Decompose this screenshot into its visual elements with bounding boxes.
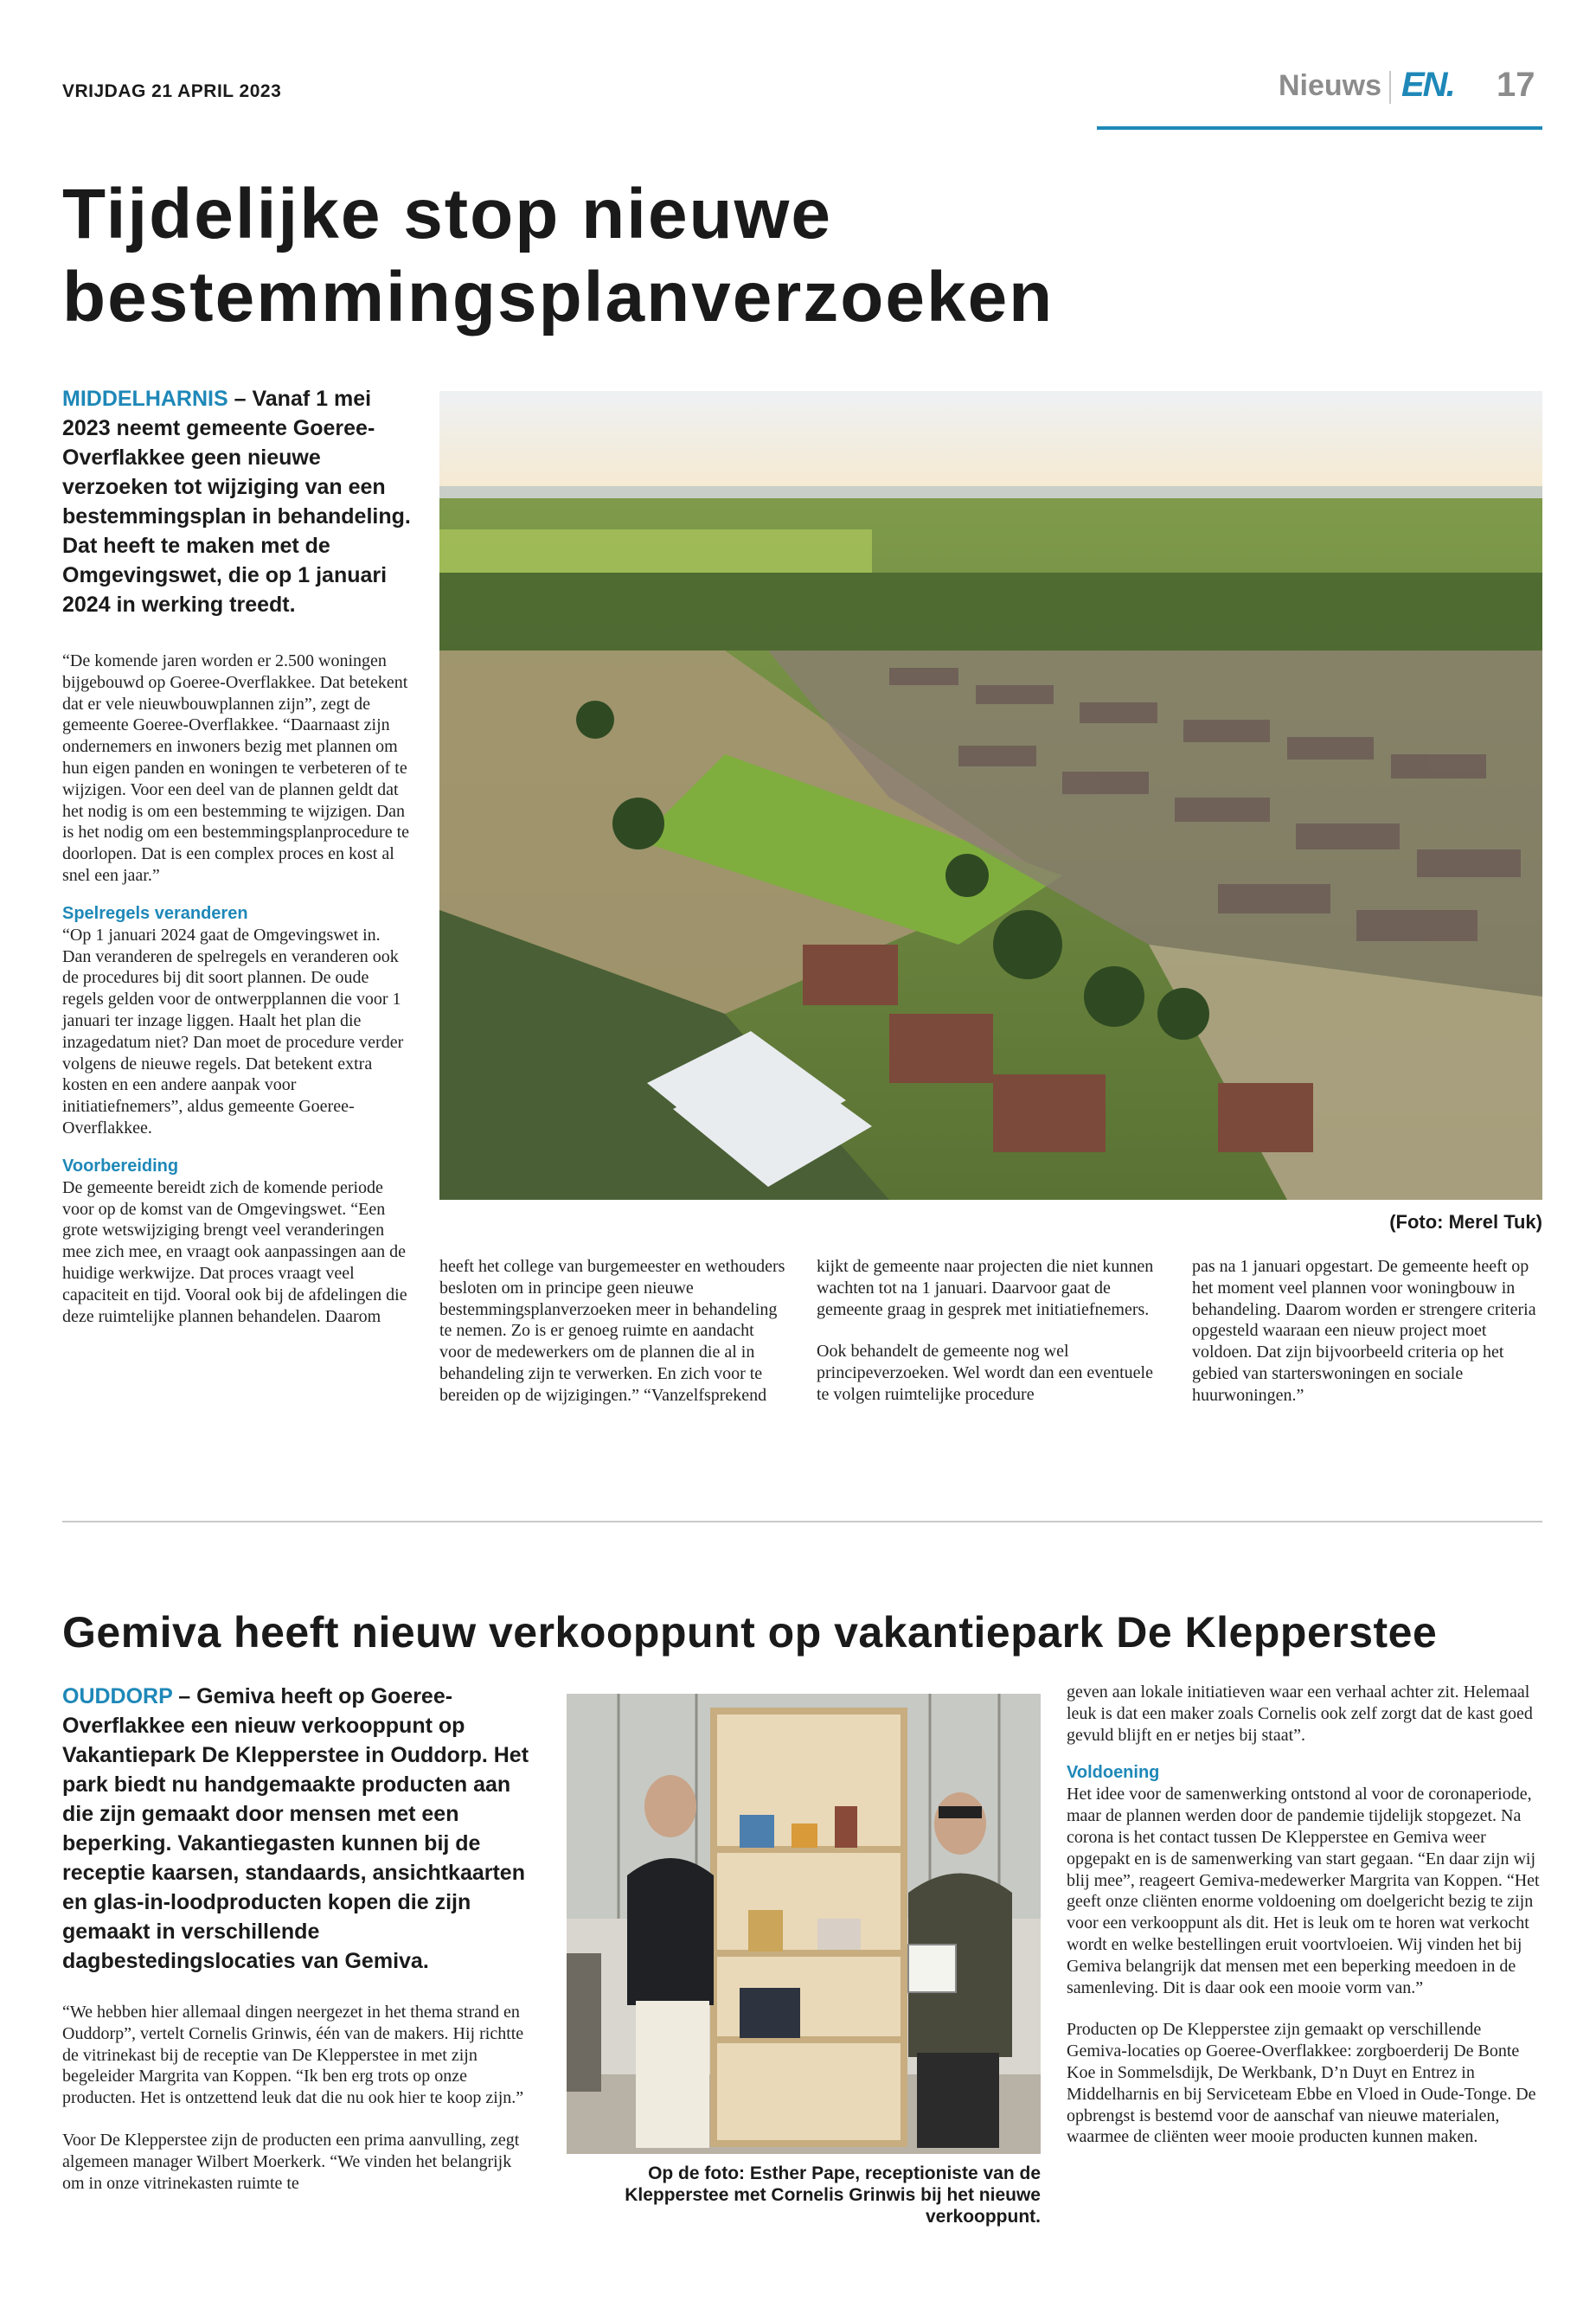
article2-paragraph: “We hebben hier allemaal dingen neergezet in het thema strand en Ouddorp”, vertelt Cornelis Grinwis, één van de makers. Hij richtte de vitrinekast bij de receptie van De Klepperstee in met zijn begeleider Margrita van Koppen. “Ik ben erg trots op onze producten. Het is ontzettend leuk dat die nu ook hier te koop zijn.” — [62, 2003, 524, 2108]
article1-paragraph: “Op 1 januari 2024 gaat de Omgevingswet in. Dan veranderen de spelregels en veranderen ook de procedures bij dit soort plannen. De oude regels gelden voor de ontwerpplannen die voor 1 januari ter inzage liggen. Haalt het plan die inzagedatum niet? Dan moet de procedure verder volgens de nieuwe regels. Dat betekent extra kosten en een andere aanpak voor initiatiefnemers”, aldus gemeente Goeree-Overflakkee. — [62, 925, 404, 1138]
page-number: 17 — [1497, 66, 1535, 104]
article1-paragraph: Ook behandelt de gemeente nog wel principeverzoeken. Wel wordt dan een eventuele te volgen ruimtelijke procedure — [817, 1342, 1153, 1404]
article1-subhead: Spelregels veranderen — [62, 903, 248, 923]
article2-paragraph: Producten op De Klepperstee zijn gemaakt op verschillende Gemiva-locaties op Goeree-Overflakkee: zorgboerderij De Bonte Koe in Sommelsdijk, De Werkbank, D’n Duyt en Entrez in Middelharnis en bij Serviceteam Ebbe en Vloed in Oude-Tonge. De opbrengst is bestemd voor de aanschaf van nieuwe materialen, waarmee de cliënten weer mooie producten kunnen maken. — [1067, 2020, 1536, 2147]
article1-left-column — [62, 384, 413, 1327]
article2-paragraph: geven aan lokale initiatieven waar een verhaal achter zit. Helemaal leuk is dat een maker zoals Cornelis ook zelf zorgt dat de kast goed gevuld blijft en er netjes bij staat”. — [1067, 1682, 1533, 1745]
header-divider — [1389, 71, 1391, 104]
article1-subhead: Voorbereiding — [62, 1156, 179, 1176]
article2-lead: OUDDORP – Gemiva heeft op Goeree-Overflakkee een nieuw verkooppunt op Vakantiepark De Klepperstee in Ouddorp. Het park biedt nu handgemaakte producten aan die zijn gemaakt door mensen met een beperking. Vakantiegasten kunnen bij de receptie kaarsen, standaards, ansichtkaarten en glas-in-loodproducten kopen die zijn gemaakt in verschillende dagbestedingslocaties van Gemiva. — [62, 1684, 529, 1973]
header-rule — [1097, 126, 1542, 130]
article2-paragraph: Het idee voor de samenwerking ontstond al voor de coronaperiode, maar de plannen werden door de pandemie tijdelijk stopgezet. Na corona is het contact tussen De Klepperstee en Gemiva weer opgepakt en is de samenwerking van start gegaan. “En daar zijn wij blij mee”, reageert Gemiva-medewerker Margrita van Koppen. “Het geeft onze cliënten enorme voldoening om doelgericht bezig te zijn voor een verkooppunt als dit. Het is leuk om te horen wat verkocht wordt en welke bestellingen eruit voortvloeien. Wij vinden het bij Gemiva belangrijk dat mensen met een beperking meedoen in de samenleving. Dit is daar ook een mooie vorm van.” — [1067, 1785, 1540, 1997]
aerial-photo-illustration — [439, 391, 1542, 1200]
display-cabinet-photo — [567, 1694, 1041, 2154]
article1-paragraph: De gemeente bereidt zich de komende periode voor op de komst van de Omgevingswet. “Een grote wetswijziging brengt veel veranderingen mee zich mee, en vraagt ook aanpassingen aan de huidige werkwijze. Dat proces vraagt veel capaciteit en tijd. Vooral ook bij de afdelingen die deze ruimtelijke plannen behandelen. Daarom — [62, 1177, 407, 1326]
article1-paragraph: kijkt de gemeente naar projecten die niet kunnen wachten tot na 1 januari. Daarvoor gaat de gemeente graag in gesprek met initiatiefnemers. — [817, 1257, 1154, 1319]
article1-column-2: heeft het college van burgemeester en wethouders besloten om in principe geen nieuwe bestemmingsplanverzoeken meer in behandeling te nemen. Zo is er genoeg ruimte en aandacht voor de medewerkers om de plannen die al in behandeling zijn te verwerken. En zich voor te bereiden op de wijzigingen.” “Vanzelfsprekend — [439, 1257, 785, 1405]
article2-left-column — [62, 1682, 536, 2194]
article2-dateline: OUDDORP — [62, 1684, 173, 1708]
article2-paragraph: Voor De Klepperstee zijn de producten een prima aanvulling, zegt algemeen manager Wilbert Moerkerk. “We vinden het belangrijk om in onze vitrinekasten ruimte te — [62, 2130, 520, 2193]
photo-credit: (Foto: Merel Tuk) — [1389, 1211, 1542, 1233]
brand-logo: EN. — [1401, 66, 1454, 104]
article1-paragraph: “De komende jaren worden er 2.500 woningen bijgebouwd op Goeree-Overflakkee. Dat betekent dat er vele nieuwbouwplannen zijn”, zegt de gemeente Goeree-Overflakkee. “Daarnaast zijn ondernemers en inwoners bezig met plannen om hun eigen panden en woningen te verbeteren of te wijzigen. Voor een deel van de plannen geldt dat het nodig is om een bestemming te wijzigen. Dan is het nodig om een bestemmingsplanprocedure te doorlopen. Dat is een complex proces en kost al snel een jaar.” — [62, 651, 410, 885]
article1-headline: Tijdelijke stop nieuwe bestemmingsplanverzoeken — [62, 175, 1054, 336]
article-divider — [62, 1521, 1542, 1522]
article2-right-column — [1067, 1682, 1541, 2148]
issue-date: VRIJDAG 21 APRIL 2023 — [62, 81, 282, 101]
article1-column-4: pas na 1 januari opgestart. De gemeente heeft op het moment veel plannen voor woningbouw in behandeling. Daarom worden er strengere criteria opgesteld waaraan een nieuw project moet voldoen. Dat zijn bijvoorbeeld criteria op het gebied van starterswoningen en sociale huurwoningen.” — [1192, 1257, 1536, 1405]
display-cabinet-illustration — [567, 1694, 1041, 2154]
article1-column-3 — [817, 1256, 1167, 1406]
photo-caption: Op de foto: Esther Pape, receptioniste van de Klepperstee met Cornelis Grinwis bij het nieuwe verkooppunt. — [625, 2163, 1041, 2227]
section-label: Nieuws — [1279, 69, 1382, 102]
article1-dateline: MIDDELHARNIS — [62, 387, 228, 411]
article2-headline: Gemiva heeft nieuw verkooppunt op vakantiepark De Klepperstee — [62, 1608, 1438, 1657]
article2-subhead: Voldoening — [1067, 1763, 1160, 1783]
aerial-photo — [439, 391, 1542, 1200]
article1-lead: MIDDELHARNIS – Vanaf 1 mei 2023 neemt gemeente Goeree-Overflakkee geen nieuwe verzoeken tot wijziging van een bestemmingsplan in behandeling. Dat heeft te maken met de Omgevingswet, die op 1 januari 2024 in werking treedt. — [62, 387, 411, 617]
